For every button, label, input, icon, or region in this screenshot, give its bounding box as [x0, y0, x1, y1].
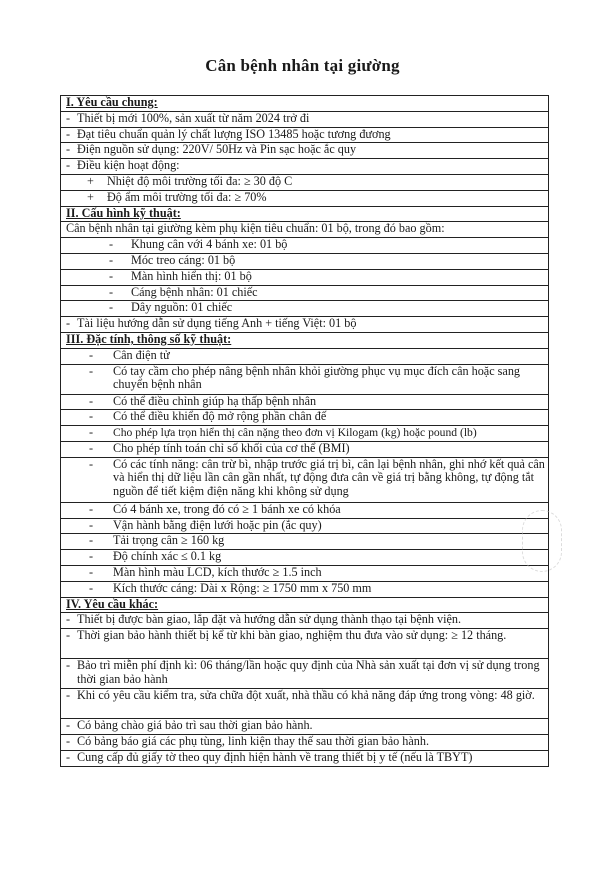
dash-bullet: - — [89, 533, 94, 548]
list-item: Độ chính xác ≤ 0.1 kg — [113, 549, 222, 564]
table-row — [61, 238, 549, 254]
dash-bullet: - — [89, 549, 94, 564]
dash-bullet: - — [89, 456, 94, 471]
section-heading-row — [61, 332, 549, 348]
dash-bullet: - — [66, 158, 71, 173]
list-item: Cho phép tính toán chỉ số khối của cơ thể (BMI) — [113, 440, 350, 455]
table-row — [61, 190, 549, 206]
list-item: Có 4 bánh xe, trong đó có ≥ 1 bánh xe có khóa — [113, 501, 341, 516]
table-row — [61, 550, 549, 566]
table-row — [61, 348, 549, 364]
table-row — [61, 269, 549, 285]
dash-bullet: - — [89, 409, 94, 424]
table-row — [61, 518, 549, 534]
section-4-heading: IV. Yêu cầu khác: — [66, 596, 159, 611]
document-title: Cân bệnh nhân tại giường — [205, 56, 400, 75]
table-row — [61, 457, 549, 502]
list-item: Tải trọng cân ≥ 160 kg — [113, 533, 225, 548]
table-row — [61, 253, 549, 269]
dash-bullet: - — [66, 316, 71, 331]
list-item: Móc treo cáng: 01 bộ — [131, 252, 236, 267]
table-row — [61, 659, 549, 689]
table-row — [61, 565, 549, 581]
dash-bullet: - — [89, 393, 94, 408]
dash-bullet: - — [89, 440, 94, 455]
table-row — [61, 613, 549, 629]
table-row — [61, 143, 549, 159]
list-item: Tài liệu hướng dẫn sử dụng tiếng Anh + tiếng Việt: 01 bộ — [77, 316, 357, 331]
list-item: Nhiệt độ môi trường tối đa: ≥ 30 độ C — [107, 173, 293, 188]
list-item: Đạt tiêu chuẩn quản lý chất lượng ISO 13485 hoặc tương đương — [77, 126, 391, 141]
table-row — [61, 127, 549, 143]
table-row — [61, 317, 549, 333]
table-row — [61, 502, 549, 518]
dash-bullet: - — [109, 237, 114, 252]
table-row — [61, 689, 549, 719]
dash-bullet: - — [109, 252, 114, 267]
requirements-table — [60, 95, 549, 767]
table-row — [61, 301, 549, 317]
list-item: Cáng bệnh nhân: 01 chiếc — [131, 284, 258, 299]
list-item: Có bảng báo giá các phụ tùng, linh kiện thay thế sau thời gian bảo hành. — [77, 733, 430, 748]
table-row — [61, 394, 549, 410]
table-row — [61, 174, 549, 190]
dash-bullet: - — [66, 749, 71, 764]
plus-bullet: + — [87, 189, 94, 204]
list-item: Màn hình màu LCD, kích thước ≥ 1.5 inch — [113, 564, 322, 579]
table-row — [61, 285, 549, 301]
dash-bullet: - — [89, 517, 94, 532]
list-item: Dây nguồn: 01 chiếc — [131, 300, 233, 315]
plus-bullet: + — [87, 173, 94, 188]
dash-bullet: - — [89, 501, 94, 516]
dash-bullet: - — [66, 658, 71, 673]
section-2-intro: Cân bệnh nhân tại giường kèm phụ kiện tiêu chuẩn: 01 bộ, trong đó bao gồm: — [66, 221, 445, 236]
dash-bullet: - — [109, 268, 114, 283]
list-item: Cung cấp đủ giấy tờ theo quy định hiện hành về trang thiết bị y tế (nếu là TBYT) — [77, 749, 473, 764]
table-row — [61, 629, 549, 659]
list-item: Kích thước cáng: Dài x Rộng: ≥ 1750 mm x 750 mm — [113, 580, 372, 595]
table-row — [61, 581, 549, 597]
table-row — [61, 734, 549, 750]
dash-bullet: - — [66, 612, 71, 627]
stamp-mark — [522, 510, 562, 572]
list-item: Thiết bị được bàn giao, lắp đặt và hướng dẫn sử dụng thành thạo tại bệnh viện. — [77, 612, 462, 627]
table-row — [61, 364, 549, 394]
table-row — [61, 222, 549, 238]
dash-bullet: - — [66, 110, 71, 125]
list-item: Khung cân với 4 bánh xe: 01 bộ — [131, 237, 288, 252]
dash-bullet: - — [66, 718, 71, 733]
dash-bullet: - — [66, 142, 71, 157]
dash-bullet: - — [89, 363, 94, 378]
table-row — [61, 719, 549, 735]
table-row — [61, 410, 549, 426]
table-row — [61, 426, 549, 442]
dash-bullet: - — [66, 733, 71, 748]
list-item: Có thể điều khiển độ mở rộng phần chân đế — [113, 409, 327, 424]
list-item: Bảo trì miễn phí định kì: 06 tháng/lần hoặc quy định của Nhà sản xuất tại đơn vị sử dụng trong thời gian bảo hành — [77, 658, 540, 686]
list-item: Cân điện tử — [113, 347, 170, 362]
table-row — [61, 534, 549, 550]
list-item: Có thể điều chỉnh giúp hạ thấp bệnh nhân — [113, 393, 317, 408]
list-item: Màn hình hiển thị: 01 bộ — [131, 268, 252, 283]
dash-bullet: - — [89, 580, 94, 595]
dash-bullet: - — [66, 628, 71, 643]
table-row — [61, 441, 549, 457]
section-heading-row — [61, 96, 549, 112]
dash-bullet: - — [89, 347, 94, 362]
table-row — [61, 750, 549, 766]
dash-bullet: - — [109, 284, 114, 299]
list-item: Khi có yêu cầu kiểm tra, sửa chữa đột xuất, nhà thầu có khả năng đáp ứng trong vòng: 48 giờ. — [77, 688, 535, 703]
table-row — [61, 111, 549, 127]
dash-bullet: - — [66, 126, 71, 141]
dash-bullet: - — [66, 688, 71, 703]
dash-bullet: - — [89, 425, 94, 440]
list-item: Có tay cầm cho phép nâng bệnh nhân khỏi giường phục vụ mục đích cân hoặc sang chuyển bệnh nhân — [113, 363, 521, 392]
section-heading-row — [61, 206, 549, 222]
dash-bullet: - — [89, 564, 94, 579]
list-item: Thiết bị mới 100%, sản xuất từ năm 2024 trở đi — [77, 110, 310, 125]
list-item: Điện nguồn sử dụng: 220V/ 50Hz và Pin sạc hoặc ắc quy — [77, 142, 357, 157]
list-item: Độ ẩm môi trường tối đa: ≥ 70% — [107, 189, 267, 204]
list-item: Vận hành bằng điện lưới hoặc pin (ắc quy) — [113, 517, 322, 532]
section-2-heading: II. Cấu hình kỹ thuật: — [66, 205, 181, 220]
dash-bullet: - — [109, 300, 114, 315]
list-item: Cho phép lựa trọn hiển thị cân nặng theo đơn vị Kilogam (kg) hoặc pound (lb) — [113, 426, 477, 440]
section-3-heading: III. Đặc tính, thông số kỹ thuật: — [66, 331, 232, 346]
section-heading-row — [61, 597, 549, 613]
list-item: Có các tính năng: cân trừ bì, nhập trước giá trị bì, cân lại bệnh nhân, ghi nhớ kết quả cân và hiển thị dữ liệu lần cân gần nhất, tự động đưa cân về giá trị bằng không, tự động tắt nguồn để tiết kiệm điện năng khi không sử dụng — [113, 456, 545, 498]
list-item: Thời gian bảo hành thiết bị kể từ khi bàn giao, nghiệm thu đưa vào sử dụng: ≥ 12 tháng. — [77, 628, 507, 643]
section-1-heading: I. Yêu cầu chung: — [66, 95, 158, 109]
table-row — [61, 159, 549, 175]
list-item: Điều kiện hoạt động: — [77, 158, 180, 173]
list-item: Có bảng chào giá bảo trì sau thời gian bảo hành. — [77, 718, 313, 733]
